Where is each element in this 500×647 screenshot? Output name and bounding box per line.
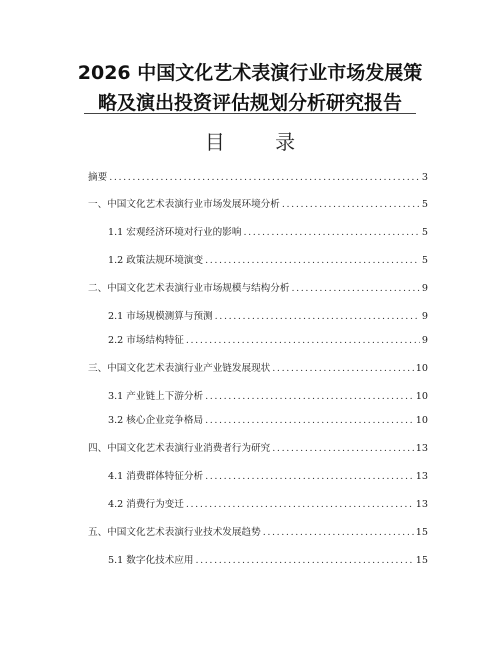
toc-entry-page: 5: [421, 227, 428, 238]
toc-entry-page: 10: [415, 363, 428, 374]
title-line-1: 2026 中国文化艺术表演行业市场发展策: [77, 62, 423, 84]
toc-entry-page: 5: [421, 199, 428, 210]
toc-entry[interactable]: [88, 170, 428, 186]
toc-entry-page: 9: [421, 335, 428, 346]
toc-entry[interactable]: [108, 469, 428, 485]
toc-dot-leader: [186, 333, 420, 349]
toc-entry[interactable]: [88, 197, 428, 213]
toc-entry-page: 5: [421, 255, 428, 266]
toc-entry-page: 3: [421, 172, 428, 183]
toc-dot-leader: [205, 413, 414, 429]
toc-entry[interactable]: [88, 441, 428, 457]
toc-entry[interactable]: [88, 281, 428, 297]
title-underline: [84, 113, 416, 114]
toc-entry[interactable]: [108, 389, 428, 405]
document-title: [0, 58, 500, 118]
toc-entry-page: 10: [415, 415, 428, 426]
toc-entry-page: 15: [415, 527, 428, 538]
toc-heading: 目 录: [204, 130, 318, 154]
toc-dot-leader: [109, 170, 420, 186]
toc-entry-page: 9: [421, 311, 428, 322]
toc-dot-leader: [205, 469, 414, 485]
toc-entry-label: 2.2 市场结构特征: [108, 335, 184, 346]
toc-dot-leader: [282, 197, 420, 213]
toc-entry-page: 13: [415, 443, 428, 454]
toc-entry-page: 13: [415, 471, 428, 482]
toc-entry-label: 一、中国文化艺术表演行业市场发展环境分析: [88, 199, 280, 210]
toc-dot-leader: [205, 389, 414, 405]
toc-entry[interactable]: [108, 309, 428, 325]
toc-entry-label: 2.1 市场规模测算与预测: [108, 311, 213, 322]
toc-dot-leader: [243, 225, 419, 241]
toc-dot-leader: [205, 253, 420, 269]
toc-dot-leader: [186, 497, 414, 513]
toc-entry[interactable]: [108, 253, 428, 269]
toc-entry-page: 13: [415, 499, 428, 510]
toc-entry[interactable]: [108, 225, 428, 241]
toc-entry-label: 3.1 产业链上下游分析: [108, 391, 204, 402]
toc-entry-label: 摘要: [88, 172, 108, 183]
toc-entry-label: 5.1 数字化技术应用: [108, 555, 194, 566]
toc-entry-page: 15: [415, 555, 428, 566]
toc-entry-label: 二、中国文化艺术表演行业市场规模与结构分析: [88, 283, 290, 294]
toc-entry-label: 四、中国文化艺术表演行业消费者行为研究: [88, 443, 271, 454]
toc-dot-leader: [195, 553, 413, 569]
toc-entry-label: 4.2 消费行为变迁: [108, 499, 184, 510]
toc-entry-label: 3.2 核心企业竞争格局: [108, 415, 204, 426]
toc-entry-page: 10: [415, 391, 428, 402]
toc-entry-label: 五、中国文化艺术表演行业技术发展趋势: [88, 527, 261, 538]
toc-entry[interactable]: [108, 553, 428, 569]
toc-dot-leader: [215, 309, 420, 325]
toc-entry-label: 1.2 政策法规环境演变: [108, 255, 204, 266]
toc-entry-label: 4.1 消费群体特征分析: [108, 471, 204, 482]
title-line-2: 略及演出投资评估规划分析研究报告: [97, 92, 402, 114]
toc-entry-label: 1.1 宏观经济环境对行业的影响: [108, 227, 242, 238]
toc-entry-label: 三、中国文化艺术表演行业产业链发展现状: [88, 363, 271, 374]
toc-entry[interactable]: [108, 413, 428, 429]
toc-dot-leader: [291, 281, 419, 297]
toc-dot-leader: [263, 525, 414, 541]
toc-entry[interactable]: [108, 497, 428, 513]
toc-dot-leader: [272, 361, 414, 377]
toc-entry[interactable]: [88, 525, 428, 541]
toc-entry-page: 9: [421, 283, 428, 294]
toc-entry[interactable]: [108, 333, 428, 349]
toc-entry[interactable]: [88, 361, 428, 377]
toc-dot-leader: [272, 441, 414, 457]
